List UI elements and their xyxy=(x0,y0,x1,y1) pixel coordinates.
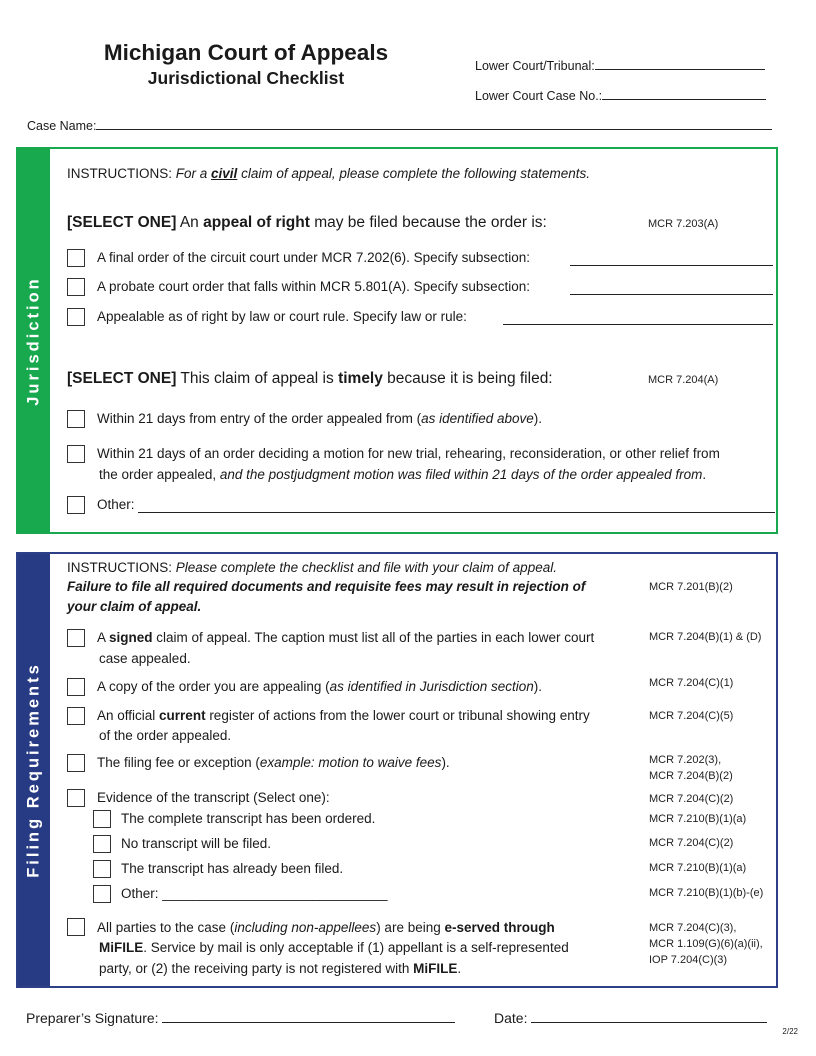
jurisdiction-instructions: INSTRUCTIONS: For a civil claim of appeal, please complete the following statements. xyxy=(67,166,591,181)
citation: MCR 7.210(B)(1)(a) xyxy=(649,862,747,874)
option-label: Appealable as of right by law or court rule. Specify law or rule: xyxy=(97,309,467,324)
item-label: The filing fee or exception (example: motion to waive fees). xyxy=(97,755,450,770)
item-label-continued: MiFILE. Service by mail is only acceptable if (1) appellant is a self-represented xyxy=(99,940,569,955)
case-name-row xyxy=(27,117,772,133)
item-label-continued: of the order appealed. xyxy=(99,728,232,743)
law-rule-field[interactable] xyxy=(503,323,773,325)
law-or-rule-checkbox[interactable] xyxy=(67,308,85,326)
filing-sidebar-label: Filing Requirements xyxy=(24,662,43,878)
other-field[interactable] xyxy=(138,511,775,513)
page-subtitle: Jurisdictional Checklist xyxy=(147,68,345,88)
lower-court-label: Lower Court/Tribunal: xyxy=(475,59,595,73)
option-label: Within 21 days of an order deciding a motion for new trial, rehearing, reconsideration, or other relief from xyxy=(97,446,720,461)
option-label: Within 21 days from entry of the order appealed from (as identified above). xyxy=(97,411,542,426)
item-label: A signed claim of appeal. The caption must list all of the parties in each lower court xyxy=(97,630,595,645)
item-label-continued: case appealed. xyxy=(99,651,191,666)
subsection-field[interactable] xyxy=(570,293,773,295)
signature-row xyxy=(26,1010,455,1026)
item-label-continued: party, or (2) the receiving party is not registered with MiFILE. xyxy=(99,961,462,976)
signature-field[interactable] xyxy=(162,1010,455,1023)
filing-fee-checkbox[interactable] xyxy=(67,754,85,772)
citation: MCR 7.210(B)(1)(a) xyxy=(649,813,747,825)
citation: MCR 7.202(3), xyxy=(649,754,722,766)
page-code: 2/22 xyxy=(782,1027,798,1036)
case-name-label: Case Name: xyxy=(27,119,97,133)
citation: MCR 7.201(B)(2) xyxy=(649,581,733,593)
transcript-option-label: Other: ______________________________ xyxy=(121,886,388,901)
appeal-of-right-question: [SELECT ONE] An appeal of right may be filed because the order is: xyxy=(67,214,547,231)
probate-order-checkbox[interactable] xyxy=(67,278,85,296)
citation: IOP 7.204(C)(3) xyxy=(649,954,728,966)
transcript-option-label: The transcript has already been filed. xyxy=(121,861,344,876)
option-label: A probate court order that falls within MCR 5.801(A). Specify subsection: xyxy=(97,279,530,294)
transcript-option-label: The complete transcript has been ordered. xyxy=(121,811,376,826)
no-transcript-checkbox[interactable] xyxy=(93,835,111,853)
page-title: Michigan Court of Appeals xyxy=(103,40,389,65)
citation: MCR 7.210(B)(1)(b)-(e) xyxy=(649,887,764,899)
option-label: A final order of the circuit court under MCR 7.202(6). Specify subsection: xyxy=(97,250,530,265)
citation: MCR 7.204(C)(1) xyxy=(649,677,734,689)
citation: MCR 7.204(B)(1) & (D) xyxy=(649,631,762,643)
filing-instructions: INSTRUCTIONS: Please complete the checklist and file with your claim of appeal. xyxy=(67,560,557,575)
option-label: Other: xyxy=(97,497,135,512)
timely-question: [SELECT ONE] This claim of appeal is timely because it is being filed: xyxy=(67,370,553,387)
transcript-option-label: No transcript will be filed. xyxy=(121,836,272,851)
option-label-continued: the order appealed, and the postjudgment motion was filed within 21 days of the order appealed from. xyxy=(99,467,707,482)
filing-warning-line1: Failure to file all required documents and requisite fees may result in rejection of xyxy=(67,579,586,594)
signature-label: Preparer’s Signature: xyxy=(26,1010,159,1026)
citation: MCR 7.204(B)(2) xyxy=(649,770,733,782)
filing-sidebar xyxy=(18,554,50,986)
transcript-ordered-checkbox[interactable] xyxy=(93,810,111,828)
jurisdiction-panel xyxy=(16,147,778,534)
citation: MCR 1.109(G)(6)(a)(ii), xyxy=(649,938,763,950)
transcript-other-checkbox[interactable] xyxy=(93,885,111,903)
date-field[interactable] xyxy=(531,1010,767,1023)
citation: MCR 7.204(C)(2) xyxy=(649,793,734,805)
subsection-field[interactable] xyxy=(570,264,773,266)
within-21-days-checkbox[interactable] xyxy=(67,410,85,428)
lower-case-row xyxy=(475,87,766,103)
citation: MCR 7.204(A) xyxy=(648,374,719,386)
order-copy-checkbox[interactable] xyxy=(67,678,85,696)
e-service-checkbox[interactable] xyxy=(67,918,85,936)
filing-panel xyxy=(16,552,778,988)
lower-court-field[interactable] xyxy=(595,57,765,70)
case-name-field[interactable] xyxy=(96,117,772,130)
other-timely-checkbox[interactable] xyxy=(67,496,85,514)
item-label: All parties to the case (including non-appellees) are being e-served through xyxy=(97,920,555,935)
citation: MCR 7.204(C)(2) xyxy=(649,837,734,849)
transcript-evidence-checkbox[interactable] xyxy=(67,789,85,807)
date-row xyxy=(494,1010,767,1026)
transcript-filed-checkbox[interactable] xyxy=(93,860,111,878)
lower-case-label: Lower Court Case No.: xyxy=(475,89,603,103)
final-order-checkbox[interactable] xyxy=(67,249,85,267)
filing-warning-line2: your claim of appeal. xyxy=(67,599,202,614)
citation: MCR 7.204(C)(5) xyxy=(649,710,734,722)
lower-case-field[interactable] xyxy=(602,87,766,100)
jurisdiction-sidebar-label: Jurisdiction xyxy=(24,275,43,406)
item-label: A copy of the order you are appealing (as identified in Jurisdiction section). xyxy=(97,679,543,694)
jurisdiction-sidebar xyxy=(18,149,50,532)
citation: MCR 7.204(C)(3), xyxy=(649,922,737,934)
lower-court-row xyxy=(475,57,765,73)
register-of-actions-checkbox[interactable] xyxy=(67,707,85,725)
date-label: Date: xyxy=(494,1010,528,1026)
item-label: An official current register of actions from the lower court or tribunal showing entry xyxy=(97,708,590,723)
signed-claim-checkbox[interactable] xyxy=(67,629,85,647)
postjudgment-motion-checkbox[interactable] xyxy=(67,445,85,463)
citation: MCR 7.203(A) xyxy=(648,218,719,230)
item-label: Evidence of the transcript (Select one): xyxy=(97,790,330,805)
